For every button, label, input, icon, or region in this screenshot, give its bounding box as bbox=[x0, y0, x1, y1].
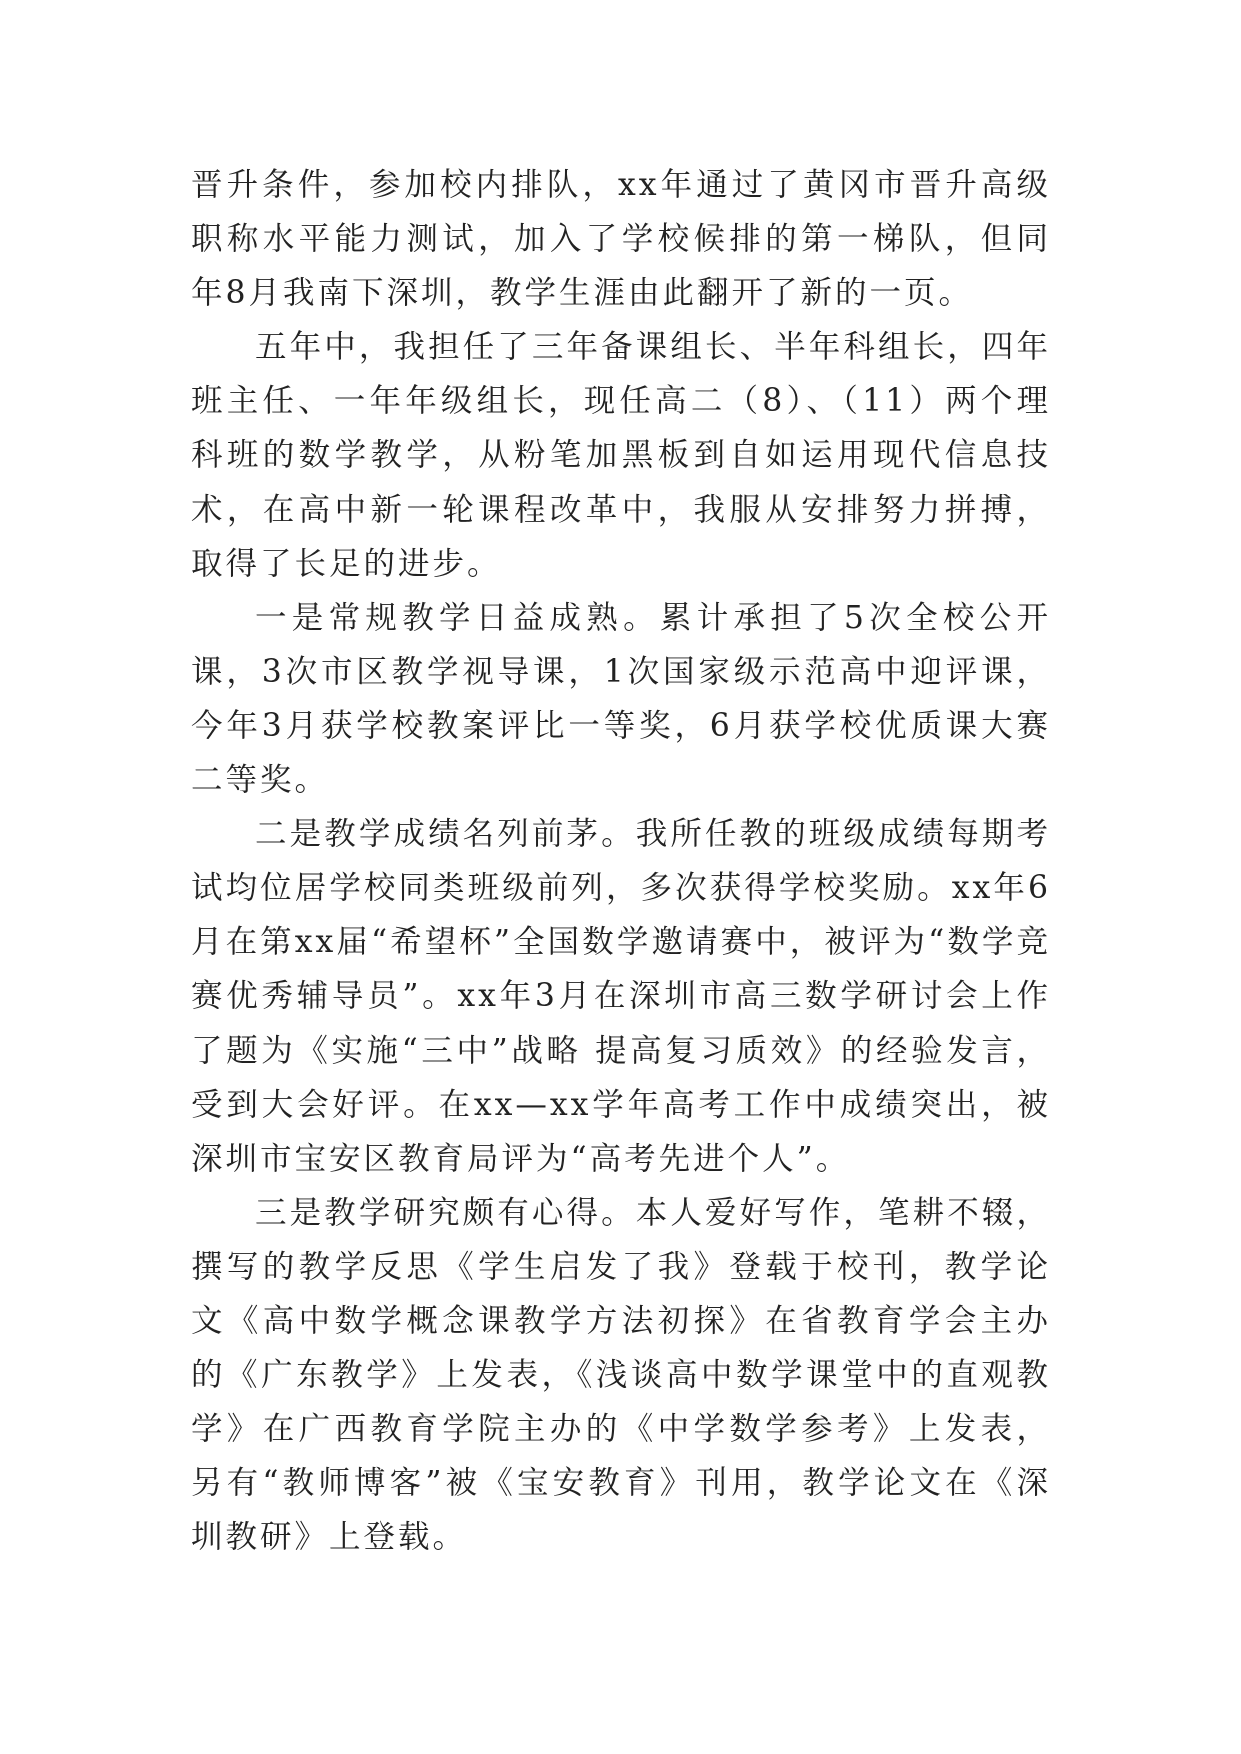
paragraph-routine-teaching: 一是常规教学日益成熟。累计承担了5次全校公开课，3次市区教学视导课，1次国家级示范高中迎评课，今年3月获学校教案评比一等奖，6月获学校优质课大赛二等奖。 bbox=[191, 599, 1051, 799]
paragraph-teaching-research: 三是教学研究颇有心得。本人爱好写作，笔耕不辍，撰写的教学反思《学生启发了我》登载于校刊，教学论文《高中数学概念课教学方法初探》在省教育学会主办的《广东教学》上发表，《浅谈高中数学课堂中的直观教学》在广西教育学院主办的《中学数学参考》上发表，另有“教师博客”被《宝安教育》刊用，教学论文在《深圳教研》上登载。 bbox=[191, 1194, 1051, 1556]
document-body bbox=[191, 158, 1051, 1564]
paragraph-five-years: 五年中，我担任了三年备课组长、半年科组长，四年班主任、一年年级组长，现任高二（8）、（11）两个理科班的数学教学，从粉笔加黑板到自如运用现代信息技术，在高中新一轮课程改革中，我服从安排努力拼搏，取得了长足的进步。 bbox=[191, 329, 1051, 582]
paragraph-continuation: 晋升条件，参加校内排队，xx年通过了黄冈市晋升高级职称水平能力测试，加入了学校候排的第一梯队，但同年8月我南下深圳，教学生涯由此翻开了新的一页。 bbox=[191, 167, 1051, 312]
paragraph-teaching-results: 二是教学成绩名列前茅。我所任教的班级成绩每期考试均位居学校同类班级前列，多次获得学校奖励。xx年6月在第xx届“希望杯”全国数学邀请赛中，被评为“数学竞赛优秀辅导员”。xx年3月在深圳市高三数学研讨会上作了题为《实施“三中”战略 提高复习质效》的经验发言，受到大会好评。在xx—xx学年高考工作中成绩突出，被深圳市宝安区教育局评为“高考先进个人”。 bbox=[191, 816, 1051, 1177]
